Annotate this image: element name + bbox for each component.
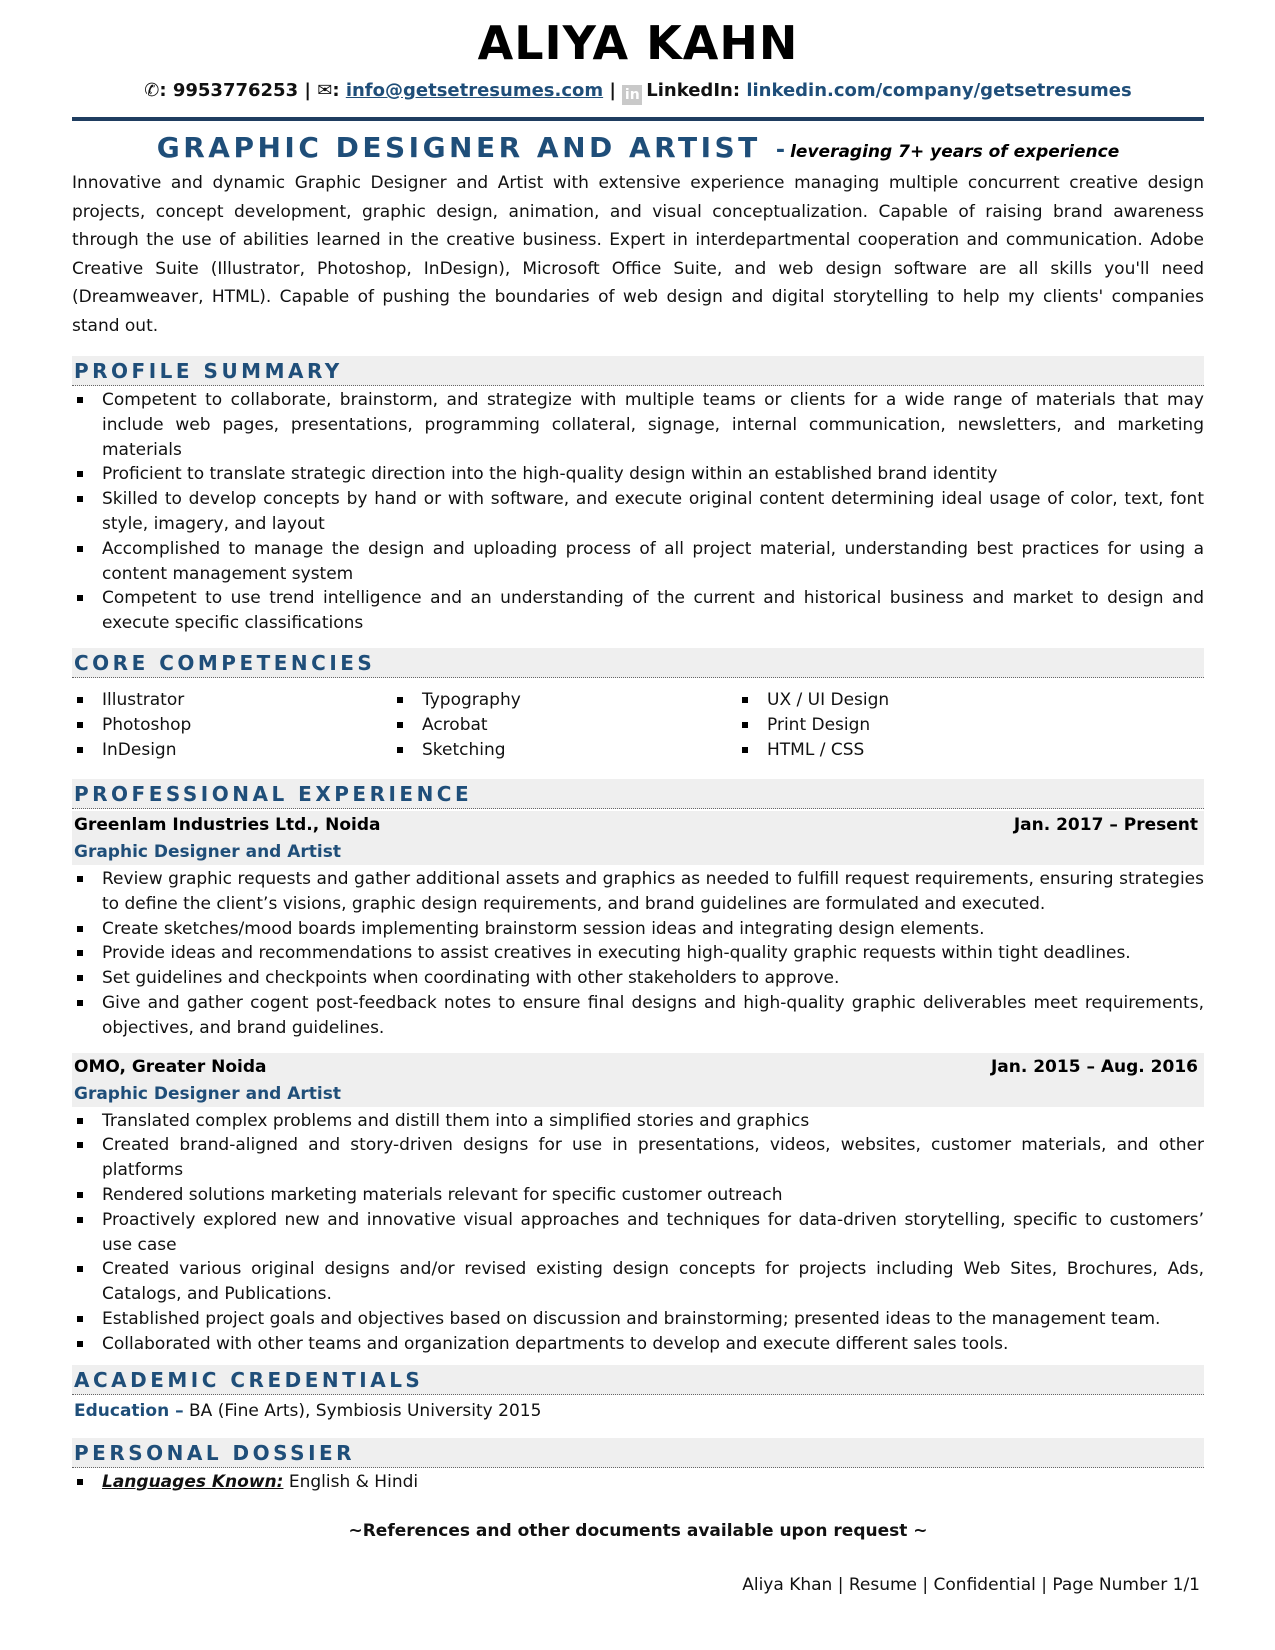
job-company: OMO, Greater Noida (74, 1056, 267, 1077)
headline-dash: - (775, 138, 786, 163)
list-item: Create sketches/mood boards implementing brainstorm session ideas and integrating design elements. (72, 917, 1204, 942)
list-item: Proficient to translate strategic direction into the high-quality design within an established brand identity (72, 462, 1204, 487)
list-item: Rendered solutions marketing materials relevant for specific customer outreach (72, 1183, 1204, 1208)
contact-separator: | (609, 80, 616, 101)
competencies-column (72, 688, 392, 763)
dossier-list (72, 1470, 1204, 1495)
list-item: Accomplished to manage the design and uploading process of all project material, understanding best practices for using a content management system (72, 537, 1204, 587)
job-header (72, 811, 1204, 865)
list-item: UX / UI Design (737, 688, 1037, 713)
education-label: Education – (74, 1400, 184, 1421)
job-company-row (74, 811, 1198, 839)
profile-summary-list (72, 388, 1204, 636)
dossier-value: English & Hindi (288, 1471, 419, 1492)
job-dates: Jan. 2017 – Present (1013, 814, 1198, 835)
job-duties-list (72, 1109, 1204, 1357)
list-item: Sketching (392, 738, 737, 763)
linkedin-label: LinkedIn: (646, 80, 741, 101)
references-note: ~References and other documents available upon request ~ (348, 1521, 928, 1542)
competencies-column (392, 688, 737, 763)
contact-line (72, 78, 1204, 104)
list-item: Collaborated with other teams and organization departments to develop and execute different sales tools. (72, 1332, 1204, 1357)
list-item: Set guidelines and checkpoints when coordinating with other stakeholders to approve. (72, 966, 1204, 991)
header-divider (72, 117, 1204, 121)
list-item: Established project goals and objectives based on discussion and brainstorming; presented ideas to the management team. (72, 1307, 1204, 1332)
email-icon: ✉: (317, 80, 340, 101)
phone-number: 9953776253 (172, 80, 299, 101)
linkedin-icon: in (622, 85, 642, 105)
page-footer: Aliya Khan | Resume | Confidential | Page Number 1/1 (742, 1575, 1200, 1596)
list-item: Photoshop (72, 713, 392, 738)
competencies-column (737, 688, 1037, 763)
list-item: Print Design (737, 713, 1037, 738)
job-dates: Jan. 2015 – Aug. 2016 (990, 1056, 1198, 1077)
list-item: Translated complex problems and distill them into a simplified stories and graphics (72, 1109, 1204, 1134)
section-header-professional-experience: PROFESSIONAL EXPERIENCE (72, 779, 1204, 809)
job-role: Graphic Designer and Artist (74, 841, 341, 862)
list-item: Provide ideas and recommendations to assist creatives in executing high-quality graphic requests within tight deadlines. (72, 941, 1204, 966)
contact-separator: | (304, 80, 311, 101)
job-company: Greenlam Industries Ltd., Noida (74, 814, 381, 835)
list-item: Created brand-aligned and story-driven designs for use in presentations, videos, websites, customer materials, and other platforms (72, 1133, 1204, 1183)
phone-icon: ✆: (144, 80, 167, 101)
resume-page (72, 0, 1204, 1598)
section-header-academic-credentials: ACADEMIC CREDENTIALS (72, 1365, 1204, 1395)
education-entry (72, 1398, 1204, 1424)
job-company-row (74, 1053, 1198, 1081)
list-item: Give and gather cogent post-feedback notes to ensure final designs and high-quality graphic deliverables meet requirements, objectives, and brand guidelines. (72, 991, 1204, 1041)
section-header-personal-dossier: PERSONAL DOSSIER (72, 1438, 1204, 1468)
section-header-core-competencies: CORE COMPETENCIES (72, 648, 1204, 678)
list-item: Created various original designs and/or revised existing design concepts for projects including Web Sites, Brochures, Ads, Catalogs, and Publications. (72, 1257, 1204, 1307)
list-item: Competent to collaborate, brainstorm, and strategize with multiple teams or clients for a wide range of materials that may include web pages, presentations, programming collateral, signage, internal communication, newsletters, and marketing materials (72, 388, 1204, 462)
dossier-label: Languages Known: (102, 1471, 284, 1492)
list-item: Typography (392, 688, 737, 713)
competencies-grid (72, 688, 1204, 763)
email-link[interactable]: info@getsetresumes.com (345, 80, 604, 101)
section-header-profile-summary: PROFILE SUMMARY (72, 356, 1204, 386)
list-item: InDesign (72, 738, 392, 763)
list-item: Competent to use trend intelligence and an understanding of the current and historical business and market to design and execute specific classifications (72, 586, 1204, 636)
list-item (72, 1470, 1204, 1495)
job-duties-list (72, 867, 1204, 1041)
headline-role: GRAPHIC DESIGNER AND ARTIST (156, 131, 761, 164)
list-item: Proactively explored new and innovative visual approaches and techniques for data-driven storytelling, specific to customers’ use case (72, 1208, 1204, 1258)
list-item: Illustrator (72, 688, 392, 713)
job-header (72, 1053, 1204, 1107)
job-role: Graphic Designer and Artist (74, 1083, 341, 1104)
list-item: HTML / CSS (737, 738, 1037, 763)
headline-experience: leveraging 7+ years of experience (790, 142, 1120, 162)
candidate-name: ALIYA KAHN (477, 16, 799, 70)
list-item: Acrobat (392, 713, 737, 738)
list-item: Skilled to develop concepts by hand or with software, and execute original content determining ideal usage of color, text, font style, imagery, and layout (72, 487, 1204, 537)
headline (72, 131, 1204, 165)
list-item: Review graphic requests and gather additional assets and graphics as needed to fulfill request requirements, ensuring strategies to define the client’s visions, graphic design requirements, and brand guidelines are formulated and executed. (72, 867, 1204, 917)
linkedin-link[interactable]: linkedin.com/company/getsetresumes (746, 80, 1132, 101)
summary-paragraph: Innovative and dynamic Graphic Designer and Artist with extensive experience managing multiple concurrent creative design projects, concept development, graphic design, animation, and visual conceptualization. Capable of raising brand awareness through the use of abilities learned in the creative business. Expert in interdepartmental cooperation and communication. Adobe Creative Suite (Illustrator, Photoshop, InDesign), Microsoft Office Suite, and web design software are all skills you'll need (Dreamweaver, HTML). Capable of pushing the boundaries of web design and digital storytelling to help my clients' companies stand out. (72, 173, 1204, 336)
education-value: BA (Fine Arts), Symbiosis University 2015 (189, 1400, 542, 1421)
